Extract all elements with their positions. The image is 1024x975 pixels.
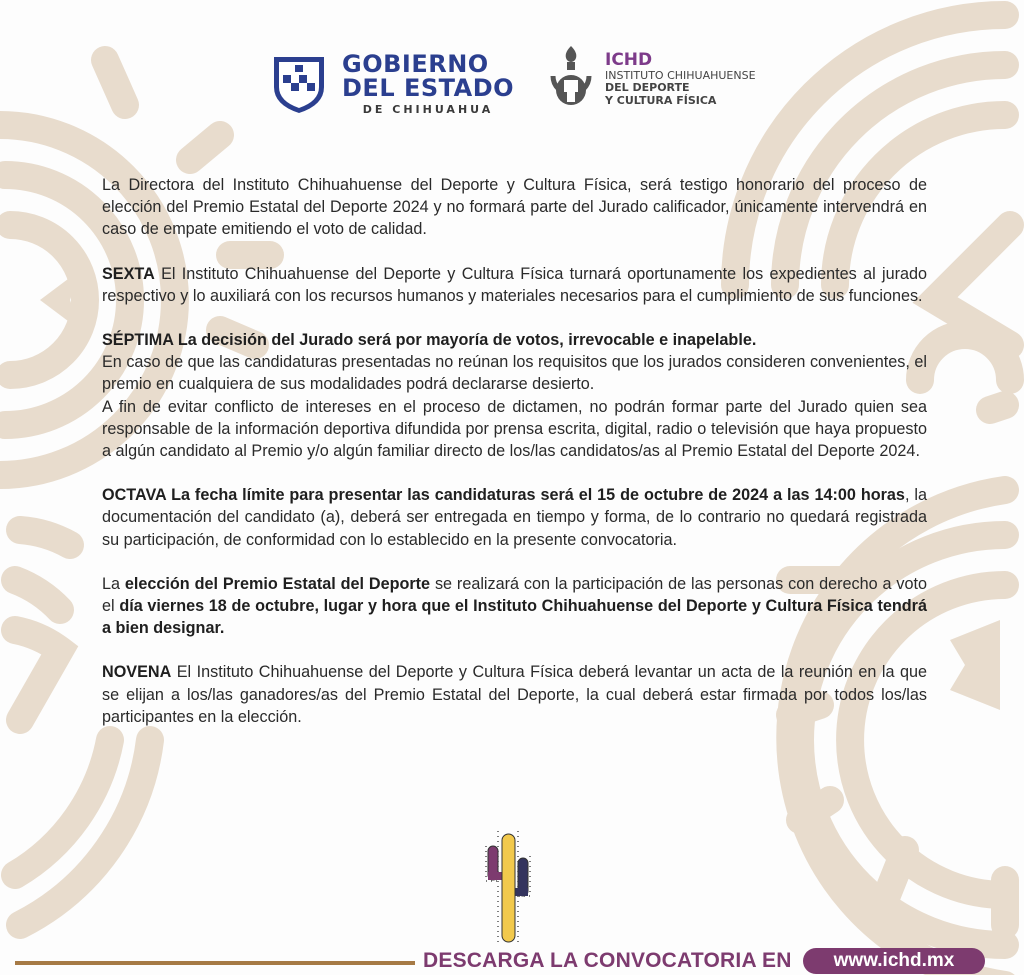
eleccion-bold1: elección del Premio Estatal del Deporte [124,574,431,593]
ichd-line4: Y CULTURA FÍSICA [605,93,717,107]
septima-text1: En caso de que las candidaturas presentadas no reúnan los requisitos que los jurados consideren convenientes, el premio en cualquiera de sus modalidades podrá declararse desierto. [102,353,927,394]
website-link-button[interactable]: www.ichd.mx [803,948,985,974]
eleccion-prefix: La [102,574,125,593]
clause-label-sexta: SEXTA [102,264,155,283]
ichd-line3: DEL DEPORTE [605,81,690,95]
septima-text2: A fin de evitar conflicto de intereses en el proceso de dictamen, no podrán formar parte del Jurado quien sea responsable de la información deportiva difundida por prensa escrita, digital, radio o televisión que haya propuesto a algún candidato al Premio y/o algún familiar directo de los/las candidatos/as al Premio Estatal del Deporte 2024. [102,397,927,461]
footer-cta-text: DESCARGA LA CONVOCATORIA EN [423,949,792,972]
septima-bold-text: La decisión del Jurado será por mayoría de votos, irrevocable e inapelable. [173,331,757,350]
ichd-line2: INSTITUTO CHIHUAHUENSE [605,69,756,83]
ichd-acronym: ICHD [605,50,653,71]
paragraph-octava [102,484,927,551]
eleccion-bold2: día viernes 18 de octubre, lugar y hora que el Instituto Chihuahuense del Deporte y Cultura Física tendrá a bien designar. [102,597,927,638]
gobierno-logo [270,52,514,115]
ichd-logo [543,44,756,114]
sexta-text: El Instituto Chihuahuense del Deporte y Cultura Física turnará oportunamente los expedientes al jurado respectivo y lo auxiliará con los recursos humanos y materiales necesarios para el cumplimiento de sus funciones. [102,264,927,305]
paragraph-directora: La Directora del Instituto Chihuahuense del Deporte y Cultura Física, será testigo honorario del proceso de elección del Premio Estatal del Deporte 2024 y no formará parte del Jurado calificador, únicamente intervendrá en caso de empate emitiendo el voto de calidad. [102,176,927,239]
novena-text: El Instituto Chihuahuense del Deporte y Cultura Física deberá levantar un acta de la reunión en la que se elijan a los/las ganadores/as del Premio Estatal del Deporte, la cual deberá estar firmada por todos los/las participantes en la elección. [102,663,927,726]
document-body [102,174,927,750]
clause-label-octava: OCTAVA [102,486,167,505]
octava-bold-text: La fecha límite para presentar las candidaturas será el 15 de octubre de 2024 a las 14:00 horas [166,486,905,505]
cactus-icon [478,826,538,946]
footer-divider [15,961,415,965]
clause-label-septima: SÉPTIMA [102,331,174,350]
paragraph-sexta [102,263,927,307]
paragraph-novena [102,661,927,728]
paragraph-eleccion [102,573,927,640]
gobierno-line1: GOBIERNO [342,50,489,78]
octava-text: , la documentación del candidato (a), deberá ser entregada en tiempo y forma, de lo contrario no quedará registrada su participación, de conformidad con lo establecido en la presente convocatoria. [102,486,927,549]
header-logos [0,40,1024,130]
eleccion-mid: se realizará con la participación de las personas con derecho a voto el [102,574,927,616]
paragraph-septima [102,329,927,462]
gobierno-line3: DE CHIHUAHUA [362,103,494,116]
gobierno-line2: DEL ESTADO [342,74,515,102]
coat-of-arms-icon [270,53,328,115]
clause-label-novena: NOVENA [102,663,172,682]
ichd-torch-emblem-icon [543,44,599,114]
